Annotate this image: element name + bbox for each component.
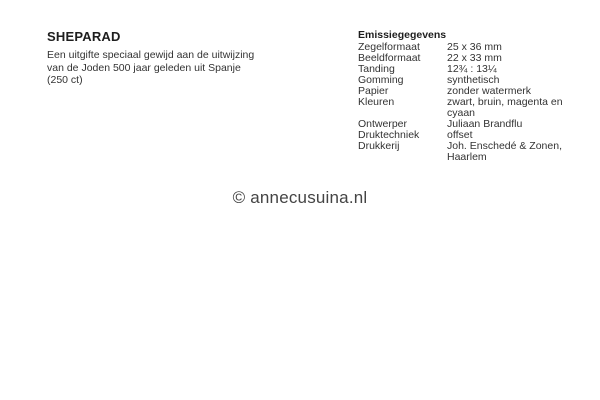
spec-list xyxy=(358,42,588,163)
spec-label: Zegelformaat xyxy=(358,41,420,53)
spec-value: offset xyxy=(447,129,473,141)
spec-label: Tanding xyxy=(358,63,395,75)
spec-value: zonder watermerk xyxy=(447,85,532,97)
spec-value: Joh. Enschedé & Zonen, Haarlem xyxy=(447,140,562,163)
spec-label: Ontwerper xyxy=(358,118,408,130)
page-title: SHEPARAD xyxy=(47,29,121,44)
spec-label: Kleuren xyxy=(358,96,395,108)
spec-value: 25 x 36 mm xyxy=(447,41,502,53)
spec-value: 12¾ : 13¼ xyxy=(447,63,497,75)
emission-details xyxy=(358,29,588,163)
copyright-watermark: © annecusuina.nl xyxy=(232,188,368,207)
emission-heading: Emissiegegevens xyxy=(358,29,447,41)
spec-label: Drukkerij xyxy=(358,140,400,152)
spec-value: Juliaan Brandflu xyxy=(447,118,523,130)
spec-label: Druktechniek xyxy=(358,129,420,141)
spec-row xyxy=(358,141,588,163)
issue-description: Een uitgifte speciaal gewijd aan de uitwijzing van de Joden 500 jaar geleden uit Spanje (250 ct) xyxy=(47,49,255,86)
spec-value: zwart, bruin, magenta en cyaan xyxy=(447,96,563,119)
spec-value: 22 x 33 mm xyxy=(447,52,502,64)
spec-label: Beeldformaat xyxy=(358,52,421,64)
spec-label: Papier xyxy=(358,85,389,97)
spec-value: synthetisch xyxy=(447,74,500,86)
spec-label: Gomming xyxy=(358,74,404,86)
spec-row xyxy=(358,97,588,119)
